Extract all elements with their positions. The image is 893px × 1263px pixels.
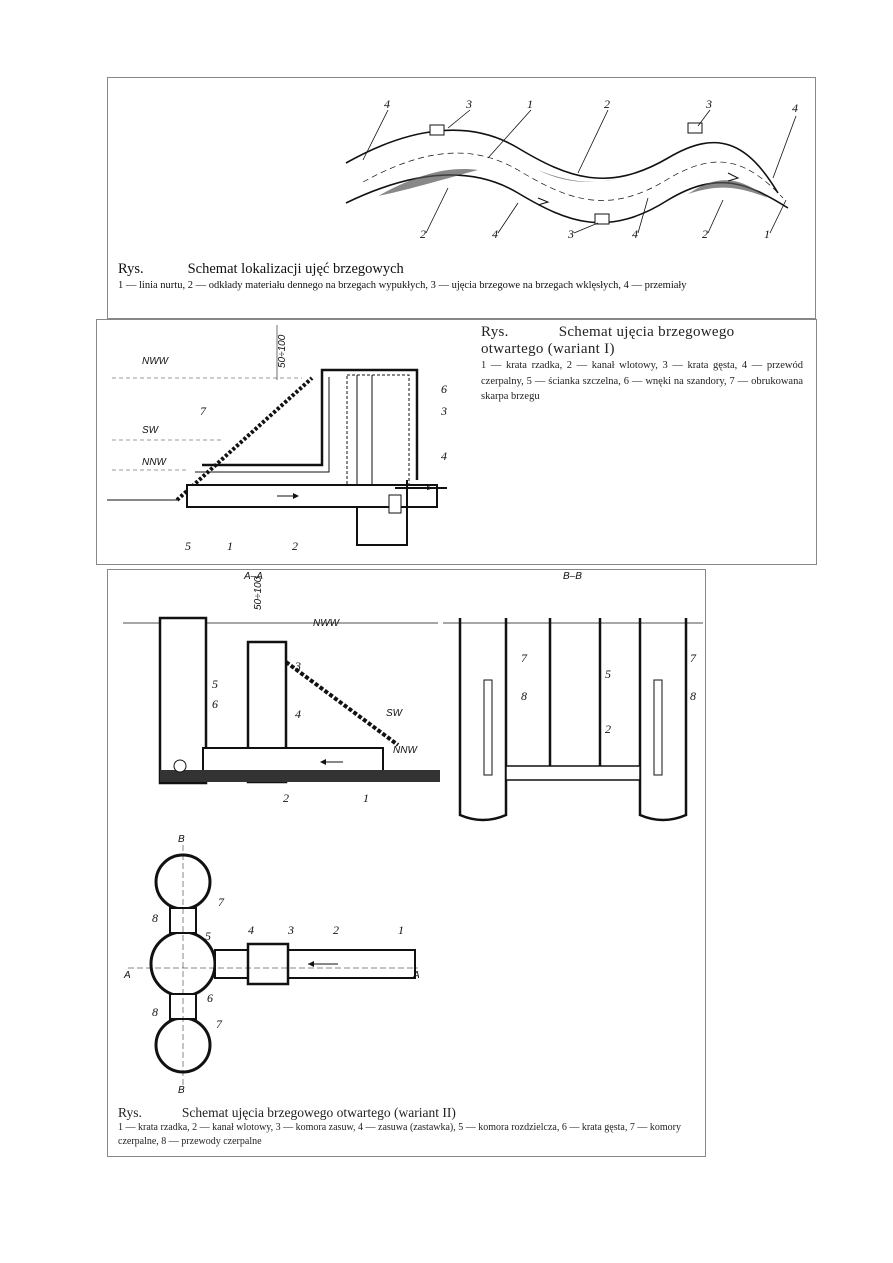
aa-label: 3 xyxy=(295,659,301,673)
plan-label: 2 xyxy=(333,923,339,937)
plan-label: 7 xyxy=(218,895,224,909)
plan-mark: A xyxy=(413,970,420,981)
plan-mark: B xyxy=(178,1085,185,1096)
fig2-title-2: otwartego (wariant I) xyxy=(481,341,615,357)
fig3-rys: Rys. xyxy=(118,1105,142,1120)
fig2-label: 5 xyxy=(185,539,191,553)
fig3-level-nnw: NNW xyxy=(393,745,417,756)
aa-label: 6 xyxy=(212,697,218,711)
fig3-level-nww: NWW xyxy=(313,618,340,629)
fig2-label: 4 xyxy=(441,449,447,463)
intake-variant2-drawings xyxy=(108,570,707,1158)
plan-label: 5 xyxy=(205,929,211,943)
intake-2 xyxy=(688,123,702,133)
section-bb-label: B–B xyxy=(563,571,582,582)
intake-3 xyxy=(595,214,609,224)
plan-label: 8 xyxy=(152,1005,158,1019)
fig1-label: 3 xyxy=(466,97,472,111)
section-aa-label: A–A xyxy=(244,571,263,582)
fig2-label: 7 xyxy=(200,404,206,418)
bb-label: 5 xyxy=(605,667,611,681)
aa-label: 4 xyxy=(295,707,301,721)
plan-mark: B xyxy=(178,834,185,845)
bb-label: 7 xyxy=(690,651,696,665)
fig1-caption xyxy=(118,261,813,293)
level-nww: NWW xyxy=(142,356,169,367)
fig1-rys: Rys. xyxy=(118,261,144,277)
fig2-caption xyxy=(481,324,803,405)
plan-label: 3 xyxy=(288,923,294,937)
bb-label: 8 xyxy=(521,689,527,703)
aa-label: 5 xyxy=(212,677,218,691)
plan-label: 4 xyxy=(248,923,254,937)
fig1-label: 1 xyxy=(764,227,770,241)
fig1-label: 2 xyxy=(604,97,610,111)
fig2-label: 1 xyxy=(227,539,233,553)
bb-label: 2 xyxy=(605,722,611,736)
plan-label: 7 xyxy=(216,1017,222,1031)
aa-label: 1 xyxy=(363,791,369,805)
bb-label: 8 xyxy=(690,689,696,703)
fig2-legend: 1 — krata rzadka, 2 — kanał wlotowy, 3 — krata gęsta, 4 — przewód czerpalny, 5 — ścianka szczelna, 6 — wnęki na szandory, 7 — obrukowana skarpa brzegu xyxy=(481,360,803,402)
fig2-dimension: 50÷100 xyxy=(277,334,288,368)
plan-label: 6 xyxy=(207,991,213,1005)
figure1-panel xyxy=(107,77,816,319)
fig3-caption xyxy=(118,1105,703,1149)
fig1-title: Schemat lokalizacji ujęć brzegowych xyxy=(187,261,404,277)
plan-label: 1 xyxy=(398,923,404,937)
figure3-panel xyxy=(107,569,706,1157)
figure2-panel xyxy=(96,319,817,565)
plan-mark: A xyxy=(124,970,131,981)
fig3-legend: 1 — krata rzadka, 2 — kanał wlotowy, 3 — komora zasuw, 4 — zasuwa (zastawka), 5 — komora rozdzielcza, 6 — krata gęsta, 7 — komory czerpalne, 8 — przewody czerpalne xyxy=(118,1122,681,1147)
aa-label: 2 xyxy=(283,791,289,805)
fig1-legend: 1 — linia nurtu, 2 — odkłady materiału dennego na brzegach wypukłych, 3 — ujęcia brzegowe na brzegach wklęsłych, 4 — przemiały xyxy=(118,280,687,291)
fig1-label: 4 xyxy=(632,227,638,241)
level-nnw: NNW xyxy=(142,457,166,468)
fig2-label: 6 xyxy=(441,382,447,396)
fig2-label: 3 xyxy=(441,404,447,418)
plan-label: 8 xyxy=(152,911,158,925)
bb-label: 7 xyxy=(521,651,527,665)
fig3-dimension: 50÷100 xyxy=(253,576,264,610)
fig1-label: 3 xyxy=(568,227,574,241)
fig2-title-1: Schemat ujęcia brzegowego xyxy=(558,324,735,340)
fig1-label: 4 xyxy=(384,97,390,111)
fig2-label: 2 xyxy=(292,539,298,553)
level-sw: SW xyxy=(142,425,159,436)
fig1-label: 1 xyxy=(527,97,533,111)
fig2-rys: Rys. xyxy=(481,324,509,340)
fig1-label: 3 xyxy=(706,97,712,111)
intake-1 xyxy=(430,125,444,135)
fig1-label: 4 xyxy=(792,101,798,115)
fig1-label: 2 xyxy=(420,227,426,241)
fig3-title: Schemat ujęcia brzegowego otwartego (wariant II) xyxy=(181,1105,456,1120)
fig1-label: 2 xyxy=(702,227,708,241)
fig1-label: 4 xyxy=(492,227,498,241)
fig3-level-sw: SW xyxy=(386,708,403,719)
